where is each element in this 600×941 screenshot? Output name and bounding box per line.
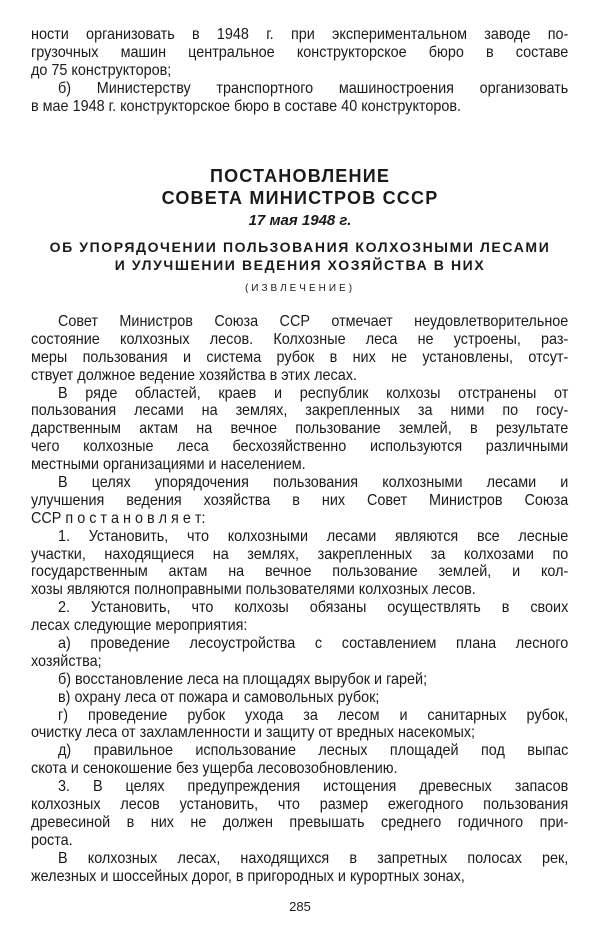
text-line: дарственным актам на вечное пользование землей, в результате bbox=[31, 420, 569, 438]
text-line: в мае 1948 г. конструкторское бюро в составе 40 конструкторов. bbox=[31, 97, 462, 115]
excerpt-note: (ИЗВЛЕЧЕНИЕ) bbox=[244, 283, 356, 294]
decree-subject-line2: И УЛУЧШЕНИИ ВЕДЕНИЯ ХОЗЯЙСТВА В НИХ bbox=[114, 257, 486, 273]
text-line: местными организациями и населением. bbox=[31, 456, 306, 474]
paragraph bbox=[31, 599, 568, 635]
text-line: пользования лесами на землях, закрепленных за ними по госу- bbox=[31, 402, 569, 420]
text-line: улучшения ведения хозяйства в них Совет Министров Союза bbox=[31, 491, 569, 509]
paragraph bbox=[31, 707, 568, 743]
paragraph bbox=[31, 385, 568, 474]
paragraph bbox=[31, 850, 568, 886]
decree-title: ПОСТАНОВЛЕНИЕ bbox=[209, 166, 391, 186]
text-line: ССР п о с т а н о в л я е т: bbox=[31, 509, 206, 527]
text-line: 3. В целях предупреждения истощения древесных запасов bbox=[58, 778, 569, 796]
decree-body bbox=[31, 313, 568, 886]
text-line: государственным актам на вечное пользование землей, и кол- bbox=[31, 563, 569, 581]
decree-subject-line1: ОБ УПОРЯДОЧЕНИИ ПОЛЬЗОВАНИЯ КОЛХОЗНЫМИ ЛЕСАМИ bbox=[49, 239, 551, 255]
text-line: в) охрану леса от пожара и самовольных рубок; bbox=[58, 688, 380, 706]
text-line: д) правильное использование лесных площадей под выпас bbox=[58, 742, 569, 760]
paragraph bbox=[31, 313, 568, 385]
paragraph bbox=[31, 671, 568, 689]
text-line: В целях упорядочения пользования колхозными лесами и bbox=[58, 474, 569, 492]
page-number: 285 bbox=[289, 899, 311, 914]
text-line: состояние колхозных лесов. Колхозные леса не устроены, раз- bbox=[31, 330, 569, 348]
text-line: меры пользования и система рубок в них не установлены, отсут- bbox=[31, 348, 569, 366]
paragraph bbox=[31, 80, 568, 116]
paragraph bbox=[31, 778, 568, 850]
text-line: чего колхозные леса бесхозяйственно используются различными bbox=[31, 438, 569, 456]
paragraph bbox=[31, 26, 568, 80]
text-line: лесах следующие мероприятия: bbox=[31, 617, 248, 635]
text-line: железных и шоссейных дорог, в пригородных и курортных зонах, bbox=[31, 867, 465, 885]
text-line: б) восстановление леса на площадях вырубок и гарей; bbox=[58, 670, 428, 688]
text-line: б) Министерству транспортного машиностроения организовать bbox=[58, 79, 569, 97]
text-line: г) проведение рубок ухода за лесом и санитарных рубок, bbox=[58, 706, 569, 724]
text-line: хозяйства; bbox=[31, 652, 102, 670]
decree-issuer: СОВЕТА МИНИСТРОВ СССР bbox=[161, 188, 439, 208]
decree-date: 17 мая 1948 г. bbox=[248, 212, 352, 229]
paragraph bbox=[31, 689, 568, 707]
paragraph bbox=[31, 474, 568, 528]
paragraph bbox=[31, 742, 568, 778]
text-line: древесиной в них не должен превышать среднего годичного при- bbox=[31, 813, 569, 831]
text-line: колхозных лесов установить, что размер ежегодного пользования bbox=[31, 796, 569, 814]
text-line: очистку леса от захламленности и защиту от вредных насекомых; bbox=[31, 724, 476, 742]
text-line: а) проведение лесоустройства с составлением плана лесного bbox=[58, 635, 569, 653]
text-line: участки, находящиеся на землях, закрепленных за колхозами по bbox=[31, 545, 569, 563]
text-line: скота и сенокошение без ущерба лесовозобновлению. bbox=[31, 760, 398, 778]
paragraph bbox=[31, 635, 568, 671]
text-line: 1. Установить, что колхозными лесами являются все лесные bbox=[58, 527, 569, 545]
text-line: грузочных машин центральное конструкторское бюро в составе bbox=[31, 43, 569, 61]
text-line: роста. bbox=[31, 831, 73, 849]
paragraph bbox=[31, 528, 568, 600]
text-line: В ряде областей, краев и республик колхозы отстранены от bbox=[58, 384, 569, 402]
text-line: В колхозных лесах, находящихся в запретных полосах рек, bbox=[58, 849, 569, 867]
text-line: 2. Установить, что колхозы обязаны осуществлять в своих bbox=[58, 599, 569, 617]
text-line: ности организовать в 1948 г. при экспериментальном заводе по- bbox=[31, 26, 569, 43]
text-line: до 75 конструкторов; bbox=[31, 61, 172, 79]
text-line: ствует должное ведение хозяйства в этих лесах. bbox=[31, 366, 357, 384]
intro-text bbox=[31, 26, 568, 115]
text-line: Совет Министров Союза ССР отмечает неудовлетворительное bbox=[58, 313, 569, 330]
text-line: хозы являются полноправными пользователями колхозных лесов. bbox=[31, 581, 476, 599]
